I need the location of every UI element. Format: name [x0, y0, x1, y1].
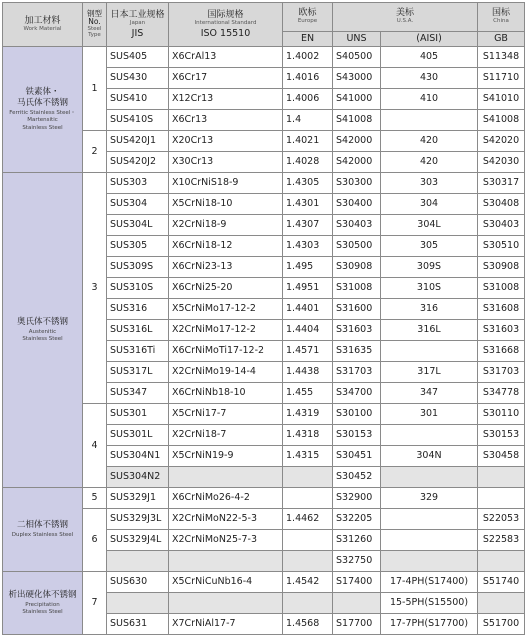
uns-cell: S31600	[333, 299, 381, 320]
gb-cell: S42030	[478, 152, 525, 173]
uns-cell: S30451	[333, 446, 381, 467]
uns-cell: S32750	[333, 551, 381, 572]
uns-cell: S30300	[333, 173, 381, 194]
en-cell: 1.4401	[283, 299, 333, 320]
gb-cell: S30510	[478, 236, 525, 257]
header-usa: 美标 U.S.A.	[333, 3, 478, 32]
gb-cell: S31608	[478, 299, 525, 320]
en-cell: 1.4462	[283, 509, 333, 530]
jis-cell: SUS630	[107, 572, 169, 593]
gb-cell	[478, 488, 525, 509]
gb-cell: S41008	[478, 110, 525, 131]
header-china: 国标 China	[478, 3, 525, 32]
en-cell: 1.4951	[283, 278, 333, 299]
header-iso: 国际规格 International Standard ISO 15510	[169, 3, 283, 47]
iso-cell: X6CrNiMo26-4-2	[169, 488, 283, 509]
jis-cell: SUS631	[107, 614, 169, 635]
gb-cell: S51740	[478, 572, 525, 593]
header-jis: 日本工业规格 Japan JIS	[107, 3, 169, 47]
uns-cell: S30908	[333, 257, 381, 278]
gb-cell: S34778	[478, 383, 525, 404]
aisi-cell: 309S	[381, 257, 478, 278]
table-row	[3, 572, 525, 593]
header-gb-code: GB	[478, 32, 525, 47]
aisi-cell: 15-5PH(S15500)	[381, 593, 478, 614]
en-cell: 1.4028	[283, 152, 333, 173]
header-work-material: 加工材料 Work Material	[3, 3, 83, 47]
iso-cell: X6CrNiNb18-10	[169, 383, 283, 404]
uns-cell	[333, 593, 381, 614]
aisi-cell: 410	[381, 89, 478, 110]
steel-type-number: 5	[83, 488, 107, 509]
uns-cell: S31260	[333, 530, 381, 551]
en-cell: 1.455	[283, 383, 333, 404]
gb-cell: S30153	[478, 425, 525, 446]
en-cell: 1.4	[283, 110, 333, 131]
gb-cell: S30408	[478, 194, 525, 215]
gb-cell: S30908	[478, 257, 525, 278]
aisi-cell	[381, 341, 478, 362]
gb-cell: S51700	[478, 614, 525, 635]
en-cell: 1.4307	[283, 215, 333, 236]
jis-cell: SUS329J1	[107, 488, 169, 509]
aisi-cell: 405	[381, 47, 478, 68]
en-cell: 1.4568	[283, 614, 333, 635]
iso-cell: X5CrNiN19-9	[169, 446, 283, 467]
en-cell: 1.4301	[283, 194, 333, 215]
jis-cell: SUS405	[107, 47, 169, 68]
iso-cell: X6CrNiMoTi17-12-2	[169, 341, 283, 362]
en-cell	[283, 530, 333, 551]
gb-cell: S31008	[478, 278, 525, 299]
aisi-cell: 420	[381, 152, 478, 173]
steel-type-number: 4	[83, 404, 107, 488]
aisi-cell: 317L	[381, 362, 478, 383]
aisi-cell: 316L	[381, 320, 478, 341]
uns-cell: S31603	[333, 320, 381, 341]
steel-type-number: 2	[83, 131, 107, 173]
en-cell: 1.4021	[283, 131, 333, 152]
uns-cell: S30100	[333, 404, 381, 425]
iso-cell: X2CrNi18-7	[169, 425, 283, 446]
jis-cell: SUS305	[107, 236, 169, 257]
en-cell	[283, 488, 333, 509]
iso-cell: X6CrAl13	[169, 47, 283, 68]
aisi-cell	[381, 467, 478, 488]
jis-cell: SUS304L	[107, 215, 169, 236]
steel-type-number: 3	[83, 173, 107, 404]
iso-cell: X5CrNiMo17-12-2	[169, 299, 283, 320]
iso-cell: X30Cr13	[169, 152, 283, 173]
iso-cell: X5CrNi18-10	[169, 194, 283, 215]
uns-cell: S31703	[333, 362, 381, 383]
jis-cell: SUS304	[107, 194, 169, 215]
en-cell: 1.4438	[283, 362, 333, 383]
iso-cell: X2CrNiMoN22-5-3	[169, 509, 283, 530]
jis-cell: SUS329J3L	[107, 509, 169, 530]
iso-cell: X2CrNiMo19-14-4	[169, 362, 283, 383]
en-cell: 1.4319	[283, 404, 333, 425]
en-cell: 1.4571	[283, 341, 333, 362]
iso-cell: X5CrNi17-7	[169, 404, 283, 425]
aisi-cell	[381, 530, 478, 551]
en-cell	[283, 467, 333, 488]
aisi-cell	[381, 425, 478, 446]
en-cell: 1.4303	[283, 236, 333, 257]
aisi-cell	[381, 110, 478, 131]
uns-cell: S17700	[333, 614, 381, 635]
jis-cell: SUS420J1	[107, 131, 169, 152]
en-cell: 1.4315	[283, 446, 333, 467]
header-steel-type: 钢型 No. Steel Type	[83, 3, 107, 47]
uns-cell: S41008	[333, 110, 381, 131]
jis-cell: SUS410	[107, 89, 169, 110]
jis-cell: SUS410S	[107, 110, 169, 131]
gb-cell: S11710	[478, 68, 525, 89]
uns-cell: S40500	[333, 47, 381, 68]
iso-cell: X6CrNi23-13	[169, 257, 283, 278]
jis-cell: SUS316Ti	[107, 341, 169, 362]
header-aisi: (AISI)	[381, 32, 478, 47]
uns-cell: S32900	[333, 488, 381, 509]
uns-cell: S30400	[333, 194, 381, 215]
gb-cell: S22583	[478, 530, 525, 551]
jis-cell: SUS316	[107, 299, 169, 320]
aisi-cell: 430	[381, 68, 478, 89]
en-cell: 1.4006	[283, 89, 333, 110]
uns-cell: S42000	[333, 131, 381, 152]
gb-cell: S30317	[478, 173, 525, 194]
uns-cell: S41000	[333, 89, 381, 110]
uns-cell: S31635	[333, 341, 381, 362]
steel-type-number: 6	[83, 509, 107, 572]
uns-cell: S43000	[333, 68, 381, 89]
jis-cell: SUS303	[107, 173, 169, 194]
gb-cell: S30110	[478, 404, 525, 425]
en-cell: 1.4318	[283, 425, 333, 446]
uns-cell: S30403	[333, 215, 381, 236]
en-cell: 1.4016	[283, 68, 333, 89]
steel-grade-table-container	[2, 2, 524, 630]
aisi-cell: 17-4PH(S17400)	[381, 572, 478, 593]
category-precipitation-hardening: 析出硬化体不锈钢 Precipitation Stainless Steel	[3, 572, 83, 635]
iso-cell: X6Cr13	[169, 110, 283, 131]
aisi-cell: 17-7PH(S17700)	[381, 614, 478, 635]
aisi-cell: 329	[381, 488, 478, 509]
uns-cell: S30500	[333, 236, 381, 257]
jis-cell	[107, 593, 169, 614]
aisi-cell: 304	[381, 194, 478, 215]
gb-cell: S30403	[478, 215, 525, 236]
en-cell: 1.4305	[283, 173, 333, 194]
aisi-cell: 304L	[381, 215, 478, 236]
gb-cell: S41010	[478, 89, 525, 110]
jis-cell: SUS317L	[107, 362, 169, 383]
uns-cell: S31008	[333, 278, 381, 299]
iso-cell: X6CrNi25-20	[169, 278, 283, 299]
iso-cell: X6CrNi18-12	[169, 236, 283, 257]
jis-cell: SUS301	[107, 404, 169, 425]
aisi-cell: 304N	[381, 446, 478, 467]
en-cell	[283, 551, 333, 572]
jis-cell: SUS301L	[107, 425, 169, 446]
aisi-cell: 310S	[381, 278, 478, 299]
header-europe: 欧标 Europe	[283, 3, 333, 32]
gb-cell: S42020	[478, 131, 525, 152]
table-row	[3, 488, 525, 509]
jis-cell: SUS347	[107, 383, 169, 404]
steel-grade-comparison-table	[2, 2, 525, 635]
aisi-cell: 316	[381, 299, 478, 320]
iso-cell: X12Cr13	[169, 89, 283, 110]
uns-cell: S34700	[333, 383, 381, 404]
iso-cell: X2CrNiMoN25-7-3	[169, 530, 283, 551]
jis-cell	[107, 551, 169, 572]
gb-cell	[478, 467, 525, 488]
aisi-cell	[381, 551, 478, 572]
iso-cell	[169, 593, 283, 614]
gb-cell	[478, 551, 525, 572]
steel-type-number: 1	[83, 47, 107, 131]
aisi-cell: 301	[381, 404, 478, 425]
jis-cell: SUS316L	[107, 320, 169, 341]
gb-cell: S22053	[478, 509, 525, 530]
table-row	[3, 173, 525, 194]
iso-cell: X10CrNiS18-9	[169, 173, 283, 194]
gb-cell	[478, 593, 525, 614]
gb-cell: S31668	[478, 341, 525, 362]
gb-cell: S31703	[478, 362, 525, 383]
aisi-cell	[381, 509, 478, 530]
jis-cell: SUS309S	[107, 257, 169, 278]
iso-cell	[169, 467, 283, 488]
aisi-cell: 347	[381, 383, 478, 404]
steel-type-number: 7	[83, 572, 107, 635]
category-austenitic: 奥氏体不锈钢 Austenitic Stainless Steel	[3, 173, 83, 488]
table-row	[3, 47, 525, 68]
en-cell	[283, 593, 333, 614]
jis-cell: SUS329J4L	[107, 530, 169, 551]
iso-cell: X5CrNiCuNb16-4	[169, 572, 283, 593]
jis-cell: SUS430	[107, 68, 169, 89]
iso-cell: X7CrNiAl17-7	[169, 614, 283, 635]
uns-cell: S17400	[333, 572, 381, 593]
uns-cell: S42000	[333, 152, 381, 173]
jis-cell: SUS420J2	[107, 152, 169, 173]
en-cell: 1.4002	[283, 47, 333, 68]
uns-cell: S30452	[333, 467, 381, 488]
iso-cell: X2CrNiMo17-12-2	[169, 320, 283, 341]
gb-cell: S11348	[478, 47, 525, 68]
iso-cell: X6Cr17	[169, 68, 283, 89]
header-en-code: EN	[283, 32, 333, 47]
gb-cell: S30458	[478, 446, 525, 467]
jis-cell: SUS304N1	[107, 446, 169, 467]
aisi-cell: 305	[381, 236, 478, 257]
uns-cell: S30153	[333, 425, 381, 446]
header-uns: UNS	[333, 32, 381, 47]
iso-cell: X2CrNi18-9	[169, 215, 283, 236]
iso-cell: X20Cr13	[169, 131, 283, 152]
jis-cell: SUS304N2	[107, 467, 169, 488]
gb-cell: S31603	[478, 320, 525, 341]
aisi-cell: 420	[381, 131, 478, 152]
iso-cell	[169, 551, 283, 572]
en-cell: 1.4542	[283, 572, 333, 593]
jis-cell: SUS310S	[107, 278, 169, 299]
aisi-cell: 303	[381, 173, 478, 194]
en-cell: 1.495	[283, 257, 333, 278]
category-ferritic-martensitic: 铁素体・ 马氏体不锈钢 Ferritic Stainless Steel・ Martensitic Stainless Steel	[3, 47, 83, 173]
uns-cell: S32205	[333, 509, 381, 530]
category-duplex: 二相体不锈钢 Duplex Stainless Steel	[3, 488, 83, 572]
en-cell: 1.4404	[283, 320, 333, 341]
